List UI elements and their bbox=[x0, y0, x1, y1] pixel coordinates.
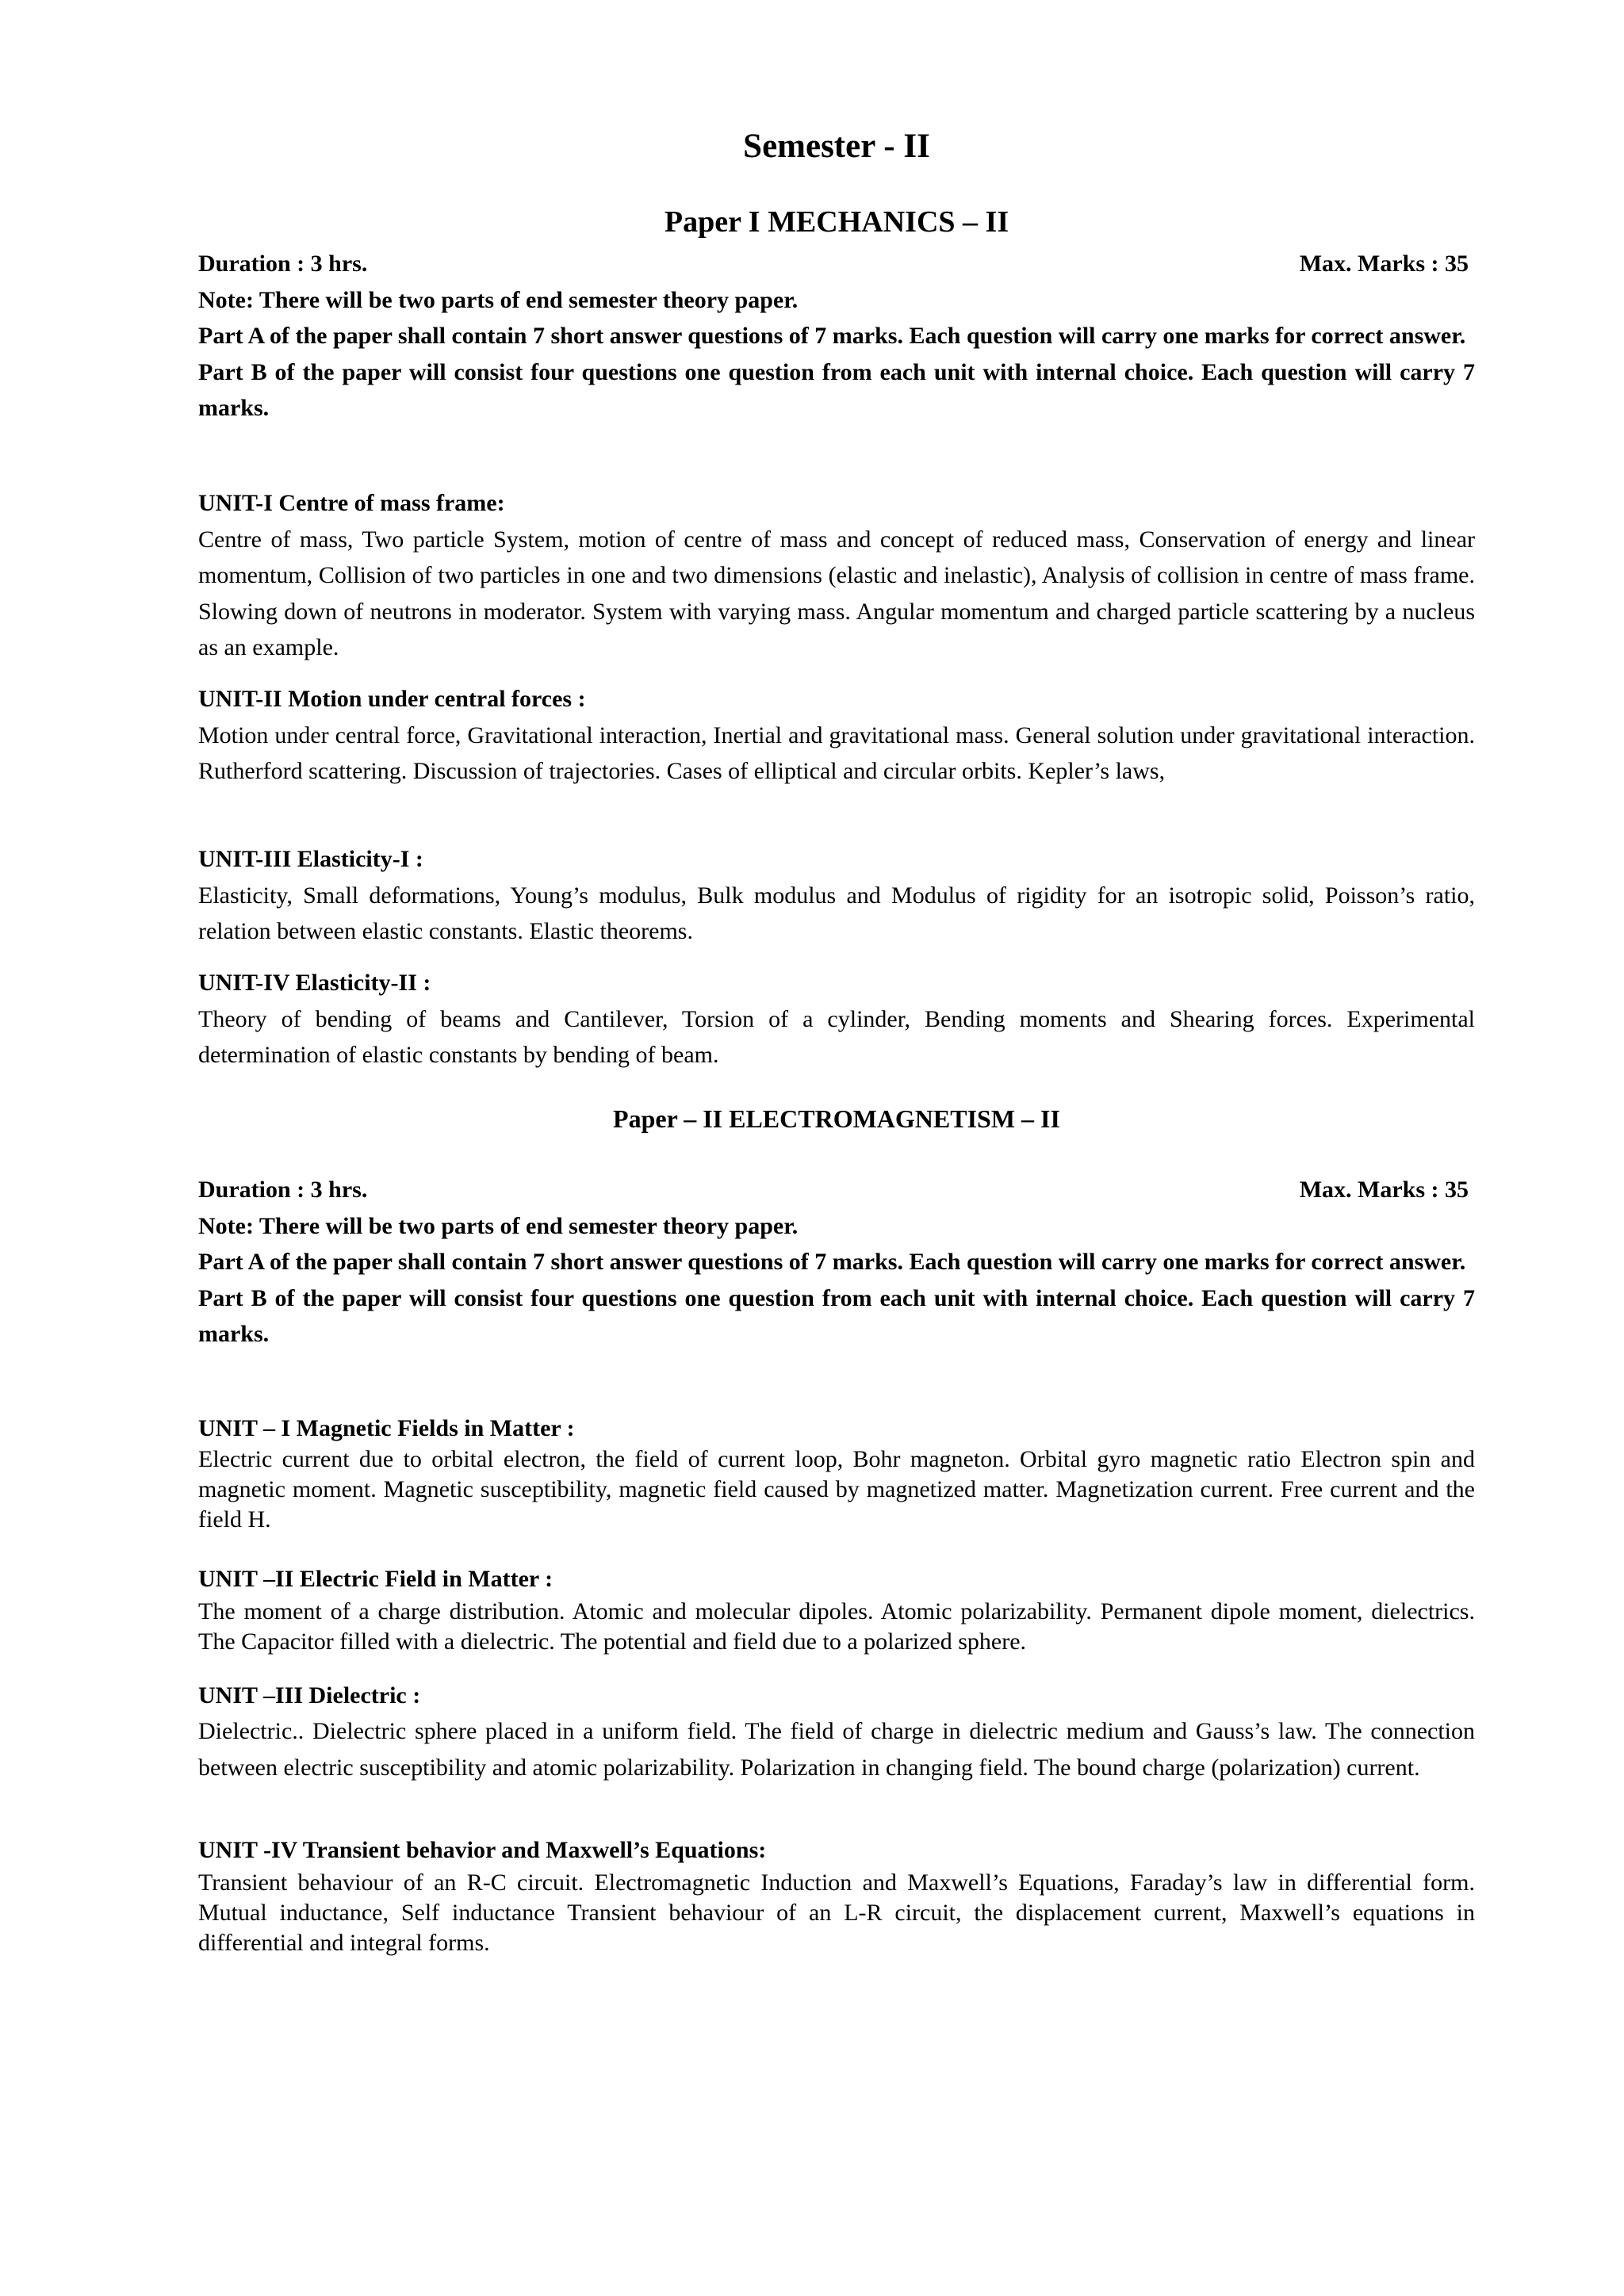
paper2-title: Paper – II ELECTROMAGNETISM – II bbox=[613, 1104, 1060, 1133]
unit-heading: UNIT-II Motion under central forces : bbox=[198, 686, 586, 712]
paper1-duration-row bbox=[198, 246, 1475, 282]
paper1-part-a: Part A of the paper shall contain 7 short answer questions of 7 marks. Each question will carry one marks for correct answer. bbox=[198, 323, 1466, 349]
unit-body: Electric current due to orbital electron, the field of current loop, Bohr magneton. Orbital gyro magnetic ratio Electron spin and magnetic moment. Magnetic susceptibility, magnetic field caused by magnetized matter. Magnetization current. Free current and the field H. bbox=[198, 1446, 1475, 1533]
semester-title: Semester - II bbox=[743, 128, 930, 165]
paper2-unit-4 bbox=[198, 1833, 1475, 1958]
paper1-unit-2 bbox=[198, 681, 1475, 790]
unit-body: The moment of a charge distribution. Atomic and molecular dipoles. Atomic polarizability. Permanent dipole moment, dielectrics. The Capacitor filled with a dielectric. The potential and field due to a polarized sphere. bbox=[198, 1598, 1475, 1655]
unit-body: Elasticity, Small deformations, Young’s modulus, Bulk modulus and Modulus of rigidity for an isotropic solid, Poisson’s ratio, relation between elastic constants. Elastic theorems. bbox=[198, 882, 1475, 944]
unit-heading: UNIT –III Dielectric : bbox=[198, 1682, 421, 1709]
paper1-max-marks: Max. Marks : 35 bbox=[1299, 251, 1469, 277]
unit-heading: UNIT –II Electric Field in Matter : bbox=[198, 1566, 553, 1592]
paper2-unit-3 bbox=[198, 1678, 1475, 1785]
unit-body: Centre of mass, Two particle System, motion of centre of mass and concept of reduced mass, Conservation of energy and linear momentum, Collision of two particles in one and two dimensions (elastic and inelastic), Analysis of collision in centre of mass frame. Slowing down of neutrons in moderator. System with varying mass. Angular momentum and charged particle scattering by a nucleus as an example. bbox=[198, 526, 1475, 660]
paper1-part-b: Part B of the paper will consist four questions one question from each unit with internal choice. Each question will carry 7 marks. bbox=[198, 358, 1475, 421]
paper1-note: Note: There will be two parts of end semester theory paper. bbox=[198, 286, 799, 313]
unit-body: Motion under central force, Gravitational interaction, Inertial and gravitational mass. General solution under gravitational interaction. Rutherford scattering. Discussion of trajectories. Cases of elliptical and circular orbits. Kepler’s laws, bbox=[198, 721, 1475, 784]
paper1-unit-4 bbox=[198, 965, 1475, 1073]
unit-body: Transient behaviour of an R-C circuit. Electromagnetic Induction and Maxwell’s Equations, Faraday’s law in differential form. Mutual inductance, Self inductance Transient behaviour of an L-R circuit, the displacement current, Maxwell’s equations in differential and integral forms. bbox=[198, 1869, 1475, 1956]
paper2-part-b: Part B of the paper will consist four questions one question from each unit with internal choice. Each question will carry 7 marks. bbox=[198, 1284, 1475, 1347]
unit-heading: UNIT-IV Elasticity-II : bbox=[198, 970, 431, 996]
paper2-note: Note: There will be two parts of end semester theory paper. bbox=[198, 1212, 799, 1239]
paper2-max-marks: Max. Marks : 35 bbox=[1299, 1177, 1469, 1203]
paper1-title: Paper I MECHANICS – II bbox=[664, 205, 1009, 239]
paper1-unit-1 bbox=[198, 485, 1475, 666]
paper1-unit-3 bbox=[198, 841, 1475, 950]
unit-body: Dielectric.. Dielectric sphere placed in a uniform field. The field of charge in dielectric medium and Gauss’s law. The connection between electric susceptibility and atomic polarizability. Polarization in changing field. The bound charge (polarization) current. bbox=[198, 1718, 1475, 1781]
paper2-unit-2 bbox=[198, 1562, 1475, 1657]
paper2-duration-row bbox=[198, 1172, 1475, 1208]
paper2-duration: Duration : 3 hrs. bbox=[198, 1177, 368, 1203]
unit-heading: UNIT -IV Transient behavior and Maxwell’s Equations: bbox=[198, 1837, 767, 1863]
paper2-part-a: Part A of the paper shall contain 7 short answer questions of 7 marks. Each question will carry one marks for correct answer. bbox=[198, 1249, 1466, 1275]
paper1-duration: Duration : 3 hrs. bbox=[198, 251, 368, 277]
unit-body: Theory of bending of beams and Cantilever, Torsion of a cylinder, Bending moments and Shearing forces. Experimental determination of elastic constants by bending of beam. bbox=[198, 1005, 1475, 1068]
unit-heading: UNIT – I Magnetic Fields in Matter : bbox=[198, 1415, 575, 1441]
unit-heading: UNIT-I Centre of mass frame: bbox=[198, 490, 505, 516]
paper2-unit-1 bbox=[198, 1413, 1475, 1535]
unit-heading: UNIT-III Elasticity-I : bbox=[198, 846, 423, 872]
paper2-header-block bbox=[198, 1172, 1475, 1353]
paper1-header-block bbox=[198, 246, 1475, 427]
